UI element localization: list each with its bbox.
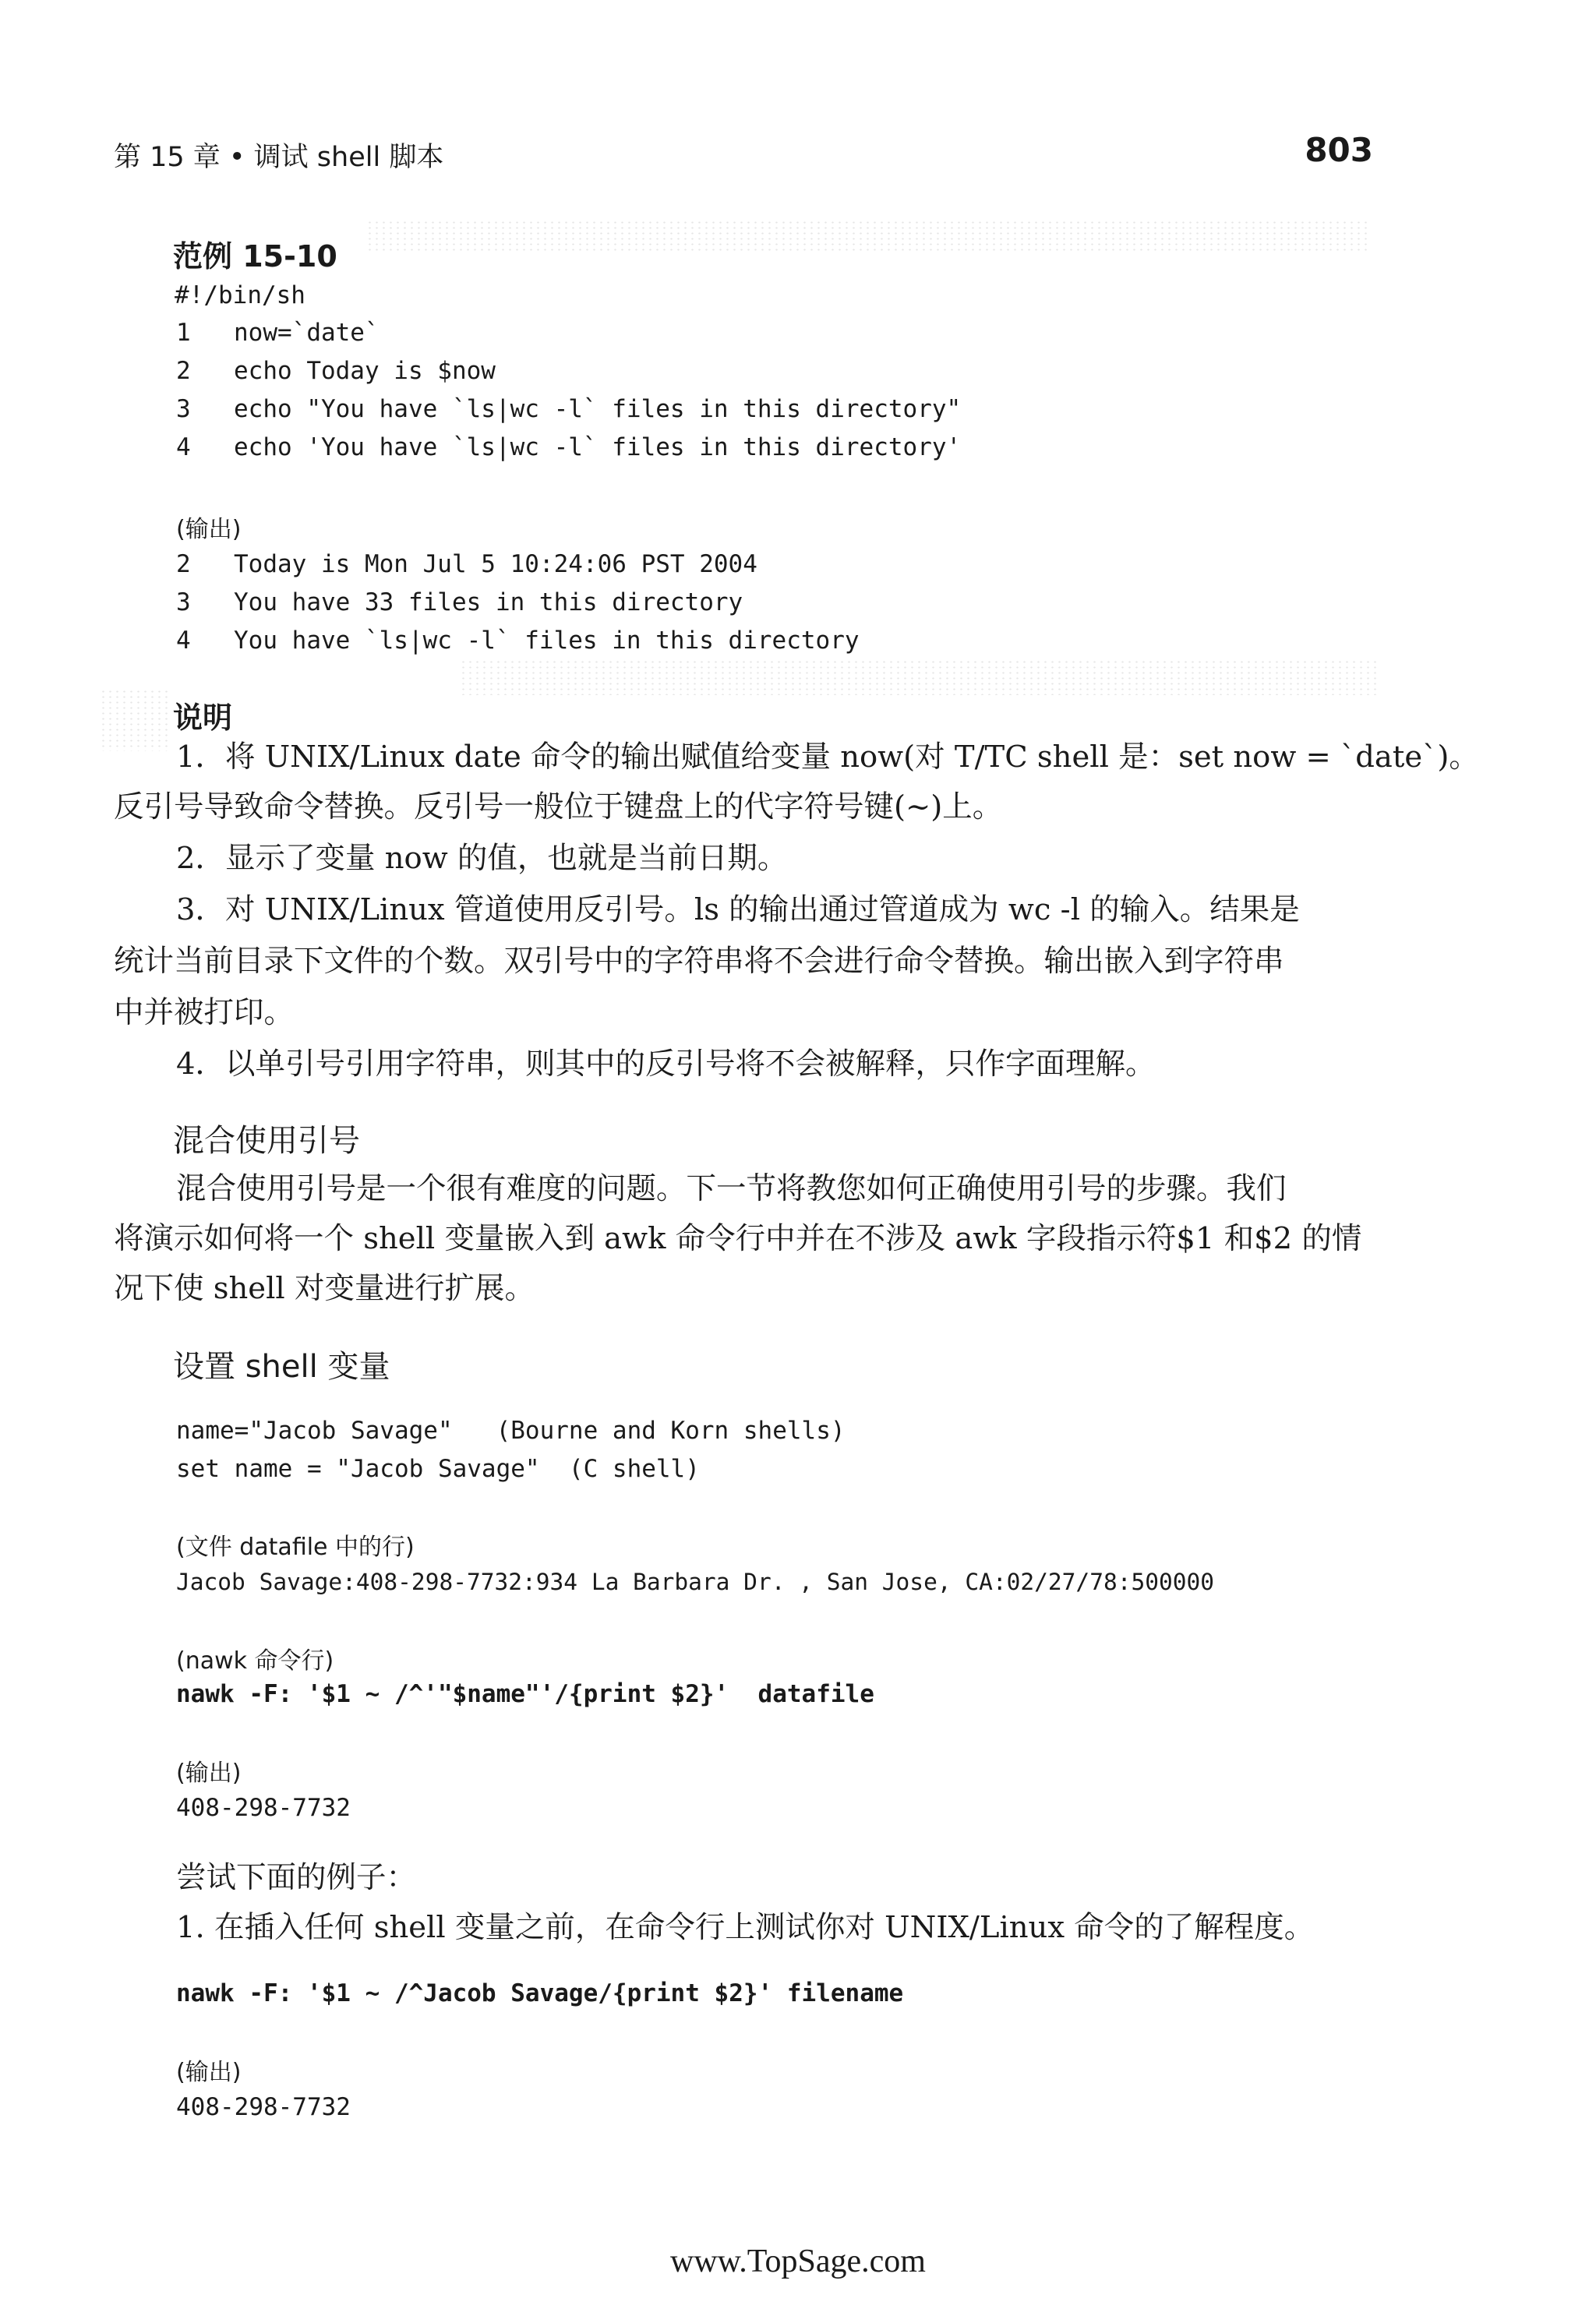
footer-url: www.TopSage.com xyxy=(670,2244,926,2279)
datafile-line: Jacob Savage:408-298-7732:934 La Barbara Dr. , San Jose, CA:02/27/78:500000 xyxy=(176,1569,1215,1595)
output-text: You have 33 files in this directory xyxy=(234,588,743,616)
page-number: 803 xyxy=(1305,131,1373,169)
scan-noise xyxy=(100,689,170,751)
scan-noise xyxy=(460,659,1379,695)
code-block xyxy=(176,314,1423,467)
line-number: 3 xyxy=(176,588,191,616)
explanation-p1-line1: 1．将 UNIX/Linux date 命令的输出赋值给变量 now(对 T/TC shell 是：set now = `date`)。 xyxy=(176,740,1479,775)
explanation-title: 说明 xyxy=(173,701,233,735)
output-block xyxy=(176,545,1423,660)
explanation-p1-line2: 反引号导致命令替换。反引号一般位于键盘上的代字符号键(~)上。 xyxy=(114,789,1003,824)
setvar-code-1: name="Jacob Savage" (Bourne and Korn shells) xyxy=(176,1417,846,1445)
example-title: 范例 15-10 xyxy=(173,239,337,274)
datafile-label: (文件 datafile 中的行) xyxy=(176,1534,415,1561)
mixing-title: 混合使用引号 xyxy=(173,1123,360,1159)
code-text: echo Today is $now xyxy=(234,357,496,385)
explanation-p3-line1: 3．对 UNIX/Linux 管道使用反引号。ls 的输出通过管道成为 wc -l 的输入。结果是 xyxy=(176,892,1300,927)
output-line xyxy=(176,622,1423,660)
line-number: 4 xyxy=(176,433,191,461)
tryit-output: 408-298-7732 xyxy=(176,2093,351,2121)
page-header xyxy=(114,131,1373,178)
code-text: echo 'You have `ls|wc -l` files in this directory' xyxy=(234,433,962,461)
line-number: 2 xyxy=(176,357,191,385)
tryit-intro: 尝试下面的例子： xyxy=(176,1860,417,1895)
output-line xyxy=(176,584,1423,622)
explanation-p3-line3: 中并被打印。 xyxy=(114,995,295,1030)
explanation-p2: 2．显示了变量 now 的值，也就是当前日期。 xyxy=(176,841,788,876)
tryit-command: nawk -F: '$1 ~ /^Jacob Savage/{print $2}' filename xyxy=(176,1979,904,2007)
code-line xyxy=(176,314,1423,352)
setvar-code-2: set name = "Jacob Savage" (C shell) xyxy=(176,1455,700,1483)
code-shebang: #!/bin/sh xyxy=(175,281,305,309)
explanation-p3-line2: 统计当前目录下文件的个数。双引号中的字符串将不会进行命令替换。输出嵌入到字符串 xyxy=(114,944,1284,979)
nawk-command: nawk -F: '$1 ~ /^'"$name"'/{print $2}' datafile xyxy=(176,1680,874,1708)
output-label: (输出) xyxy=(176,516,242,543)
nawk-label: (nawk 命令行) xyxy=(176,1647,334,1675)
output-text: You have `ls|wc -l` files in this directory xyxy=(234,627,860,655)
code-line xyxy=(176,352,1423,390)
line-number: 1 xyxy=(176,319,191,347)
line-number: 3 xyxy=(176,395,191,423)
output-text: Today is Mon Jul 5 10:24:06 PST 2004 xyxy=(234,550,757,578)
setvar-title: 设置 shell 变量 xyxy=(173,1349,390,1385)
tryit-output-label: (输出) xyxy=(176,2059,242,2086)
code-line xyxy=(176,390,1423,429)
mixing-line3: 况下使 shell 对变量进行扩展。 xyxy=(114,1271,535,1306)
mixing-line2: 将演示如何将一个 shell 变量嵌入到 awk 命令行中并在不涉及 awk 字段指示符$1 和$2 的情 xyxy=(114,1221,1362,1256)
tryit-step1: 1. 在插入任何 shell 变量之前，在命令行上测试你对 UNIX/Linux 命令的了解程度。 xyxy=(176,1910,1315,1945)
code-line xyxy=(176,429,1423,467)
line-number: 4 xyxy=(176,627,191,655)
setvar-output-label: (输出) xyxy=(176,1760,242,1787)
output-line xyxy=(176,545,1423,584)
code-text: now=`date` xyxy=(234,319,380,347)
explanation-p4: 4．以单引号引用字符串，则其中的反引号将不会被解释，只作字面理解。 xyxy=(176,1047,1156,1082)
code-text: echo "You have `ls|wc -l` files in this directory" xyxy=(234,395,962,423)
setvar-output: 408-298-7732 xyxy=(176,1794,351,1822)
chapter-title: 第 15 章 • 调试 shell 脚本 xyxy=(114,142,444,173)
line-number: 2 xyxy=(176,550,191,578)
mixing-line1: 混合使用引号是一个很有难度的问题。下一节将教您如何正确使用引号的步骤。我们 xyxy=(176,1171,1287,1206)
